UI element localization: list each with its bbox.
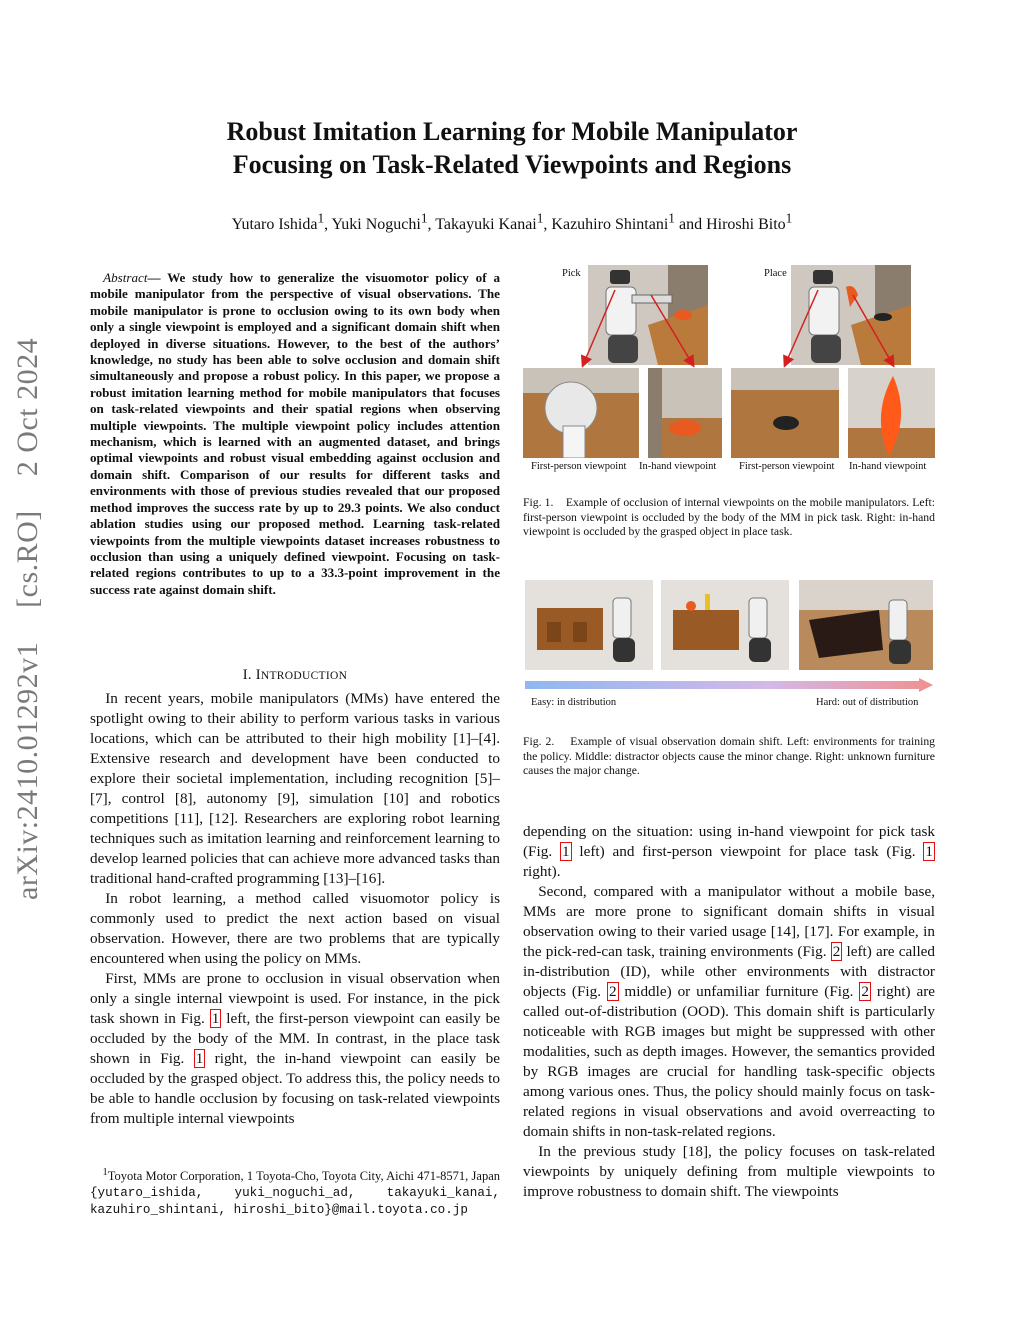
hard-label: Hard: out of distribution <box>816 697 919 708</box>
intro-paragraph-2: In robot learning, a method called visuomotor policy is commonly used to predict the next action based on visual observation. However, there are two problems that are typically encountered when using the policy on MMs. <box>90 890 500 967</box>
unknown-furniture-scene <box>799 580 933 670</box>
difficulty-gradient-arrow <box>523 678 935 692</box>
right-paragraph-3: In the previous study [18], the policy focuses on task-related viewpoints by uniquely defining from multiple viewpoints to improve robustness to domain shift. The viewpoints <box>523 1143 935 1200</box>
figure-1 <box>523 265 935 480</box>
pick-in-hand-view <box>648 368 722 458</box>
author: Takayuki Kanai$^1$, <box>435 211 552 234</box>
author: Yuki Noguchi$^1$, <box>331 211 436 234</box>
figure-1-caption: Fig. 1. Example of occlusion of internal viewpoints on the mobile manipulators. Left: first-person viewpoint is occluded by the body of the MM in pick task. Right: in-hand viewpoint is occluded by the grasped object in place task. <box>523 496 936 539</box>
figure-1-link[interactable]: 1 <box>561 843 570 860</box>
in-hand-label: In-hand viewpoint <box>849 461 927 472</box>
in-distribution-scene <box>525 580 653 670</box>
place-first-person-view <box>731 368 839 458</box>
section-heading-introduction: I. INTRODUCTION <box>242 667 348 683</box>
figure-2-link[interactable]: 2 <box>832 943 841 960</box>
place-label: Place <box>764 268 787 279</box>
pick-first-person-view <box>523 368 639 458</box>
arxiv-identifier: arXiv:2410.01292v1 <box>11 641 44 900</box>
figure-1-link[interactable]: 1 <box>195 1050 204 1067</box>
figure-1-link[interactable]: 1 <box>211 1010 220 1027</box>
figure-2 <box>523 578 935 708</box>
in-hand-label: In-hand viewpoint <box>639 461 717 472</box>
introduction-body <box>90 689 500 1129</box>
intro-paragraph-3: First, MMs are prone to occlusion in visual observation when only a single internal viewpoint is used. For instance, in the pick task shown in Fig. 1 left, the first-person viewpoint can easily be occluded by the body of the MM. In contrast, in the place task shown in Fig. 1 right, the in-hand viewpoint can easily be occluded by the grasped object. To address this, the policy needs to be able to handle occlusion by focusing on task-related viewpoints from multiple internal viewpoints <box>90 970 500 1127</box>
easy-label: Easy: in distribution <box>531 697 617 708</box>
pick-label: Pick <box>562 268 581 279</box>
right-column-body <box>523 822 935 1202</box>
abstract: Abstract— We study how to generalize the visuomotor policy of a mobile manipulator from the perspective of visual observations. The mobile manipulator is prone to occlusion owing to its own body when only a single viewpoint is employed and a significant domain shift when deployed in diverse situations. However, to the best of the authors’ knowledge, no study has been able to solve occlusion and domain shift simultaneously and propose a robust policy. In this paper, we propose a robust imitation learning method for mobile manipulators that focuses on task-related viewpoints and their spatial regions when observing multiple viewpoints. The multiple viewpoint policy includes attention mechanism, which is learned with an augmented dataset, and brings optimal viewpoints and robust visual embedding against occlusion and domain shift. Comparison of our results for different tasks and environments with those of previous studies revealed that our proposed method improves the success rate by up to 29.3 points. We also conduct ablation studies using our proposed method. Learning task-related viewpoints from the multiple viewpoints dataset increases robustness to occlusion than using a uniquely defined viewpoint. Focusing on task-related regions contributes to up to a 33.3-point improvement in the success rate against domain shift. <box>90 270 500 597</box>
author: Hiroshi Bito$^1$ <box>706 211 793 234</box>
author: Yutaro Ishida$^1$, <box>231 211 332 234</box>
title-line-1: Robust Imitation Learning for Mobile Manipulator <box>226 117 798 146</box>
place-in-hand-view <box>848 368 935 458</box>
distractor-objects-scene <box>661 580 789 670</box>
first-person-label: First-person viewpoint <box>739 461 835 472</box>
arxiv-date: 2 Oct 2024 <box>11 337 44 477</box>
figure-1-link[interactable]: 1 <box>925 843 933 860</box>
right-paragraph-1: depending on the situation: using in-hand viewpoint for pick task (Fig. 1 left) and first-person viewpoint for place task (Fig. 1 right). <box>523 823 935 880</box>
intro-paragraph-1: In recent years, mobile manipulators (MMs) have entered the spotlight owing to their ability to perform various tasks in various locations, which can be attributed to their high mobility [1]–[4]. Extensive research and development have been conducted to explore their societal implementation, including recognition [5]–[7], control [8], autonomy [9], simulation [10] and robotics competitions [11], [12]. Researchers are exploring robot learning techniques such as imitation learning and reinforcement learning to develop learned policies that can achieve more advanced tasks than traditional hand-crafted programming [13]–[16]. <box>90 690 500 887</box>
author: Kazuhiro Shintani$^1$ and <box>551 211 707 234</box>
affiliation-footnote: $^1$Toyota Motor Corporation, 1 Toyota-Cho, Toyota City, Aichi 471-8571, Japan {yutaro_ishida, yuki_noguchi_ad, takayuki_kanai, kazuhiro_shintani, hiroshi_bito}@mail.toyota.co.jp <box>90 1167 500 1218</box>
arxiv-category: [cs.RO] <box>11 510 44 608</box>
occlusion-arrows <box>523 265 935 375</box>
arxiv-side-stamp <box>6 337 50 900</box>
author-emails: {yutaro_ishida, yuki_noguchi_ad, takayuki_kanai, kazuhiro_shintani, hiroshi_bito}@mail.toyota.co.jp <box>90 1186 500 1218</box>
author-list <box>80 211 944 234</box>
title-line-2: Focusing on Task-Related Viewpoints and Regions <box>232 150 792 179</box>
abstract-text: We study how to generalize the visuomotor policy of a mobile manipulator from the perspective of visual observations. The mobile manipulator is prone to occlusion owing to its own body when only a single viewpoint is employed and a significant domain shift when deployed in diverse situations. However, to the best of the authors’ knowledge, no study has been able to solve occlusion and domain shift simultaneously and propose a robust policy. In this paper, we propose a robust imitation learning method for mobile manipulators that focuses on task-related viewpoints and their spatial regions when observing multiple viewpoints. The multiple viewpoint policy includes attention mechanism, which is learned with an augmented dataset, and brings optimal viewpoints and robust visual embedding against occlusion and domain shift. Comparison of our results for different tasks and environments with those of previous studies revealed that our proposed method improves the success rate by up to 29.3 points. We also conduct ablation studies using our proposed method. Learning task-related viewpoints from the multiple viewpoints dataset increases robustness to occlusion than using a uniquely defined viewpoint. Focusing on task-related regions contributes to up to a 33.3-point improvement in the success rate against domain shift. <box>90 270 500 597</box>
first-person-label: First-person viewpoint <box>531 461 627 472</box>
figure-2-caption: Fig. 2. Example of visual observation domain shift. Left: environments for training the policy. Middle: distractor objects cause the minor change. Right: unknown furniture causes the major change. <box>523 735 936 778</box>
figure-2-link[interactable]: 2 <box>608 983 617 1000</box>
abstract-label: Abstract <box>103 270 148 285</box>
right-paragraph-2: Second, compared with a manipulator without a mobile base, MMs are more prone to significant domain shifts in visual observation owing to their varied usage [14], [17]. For example, in the pick-red-can task, training environments (Fig. 2 left) are called in-distribution (ID), while other environments with distractor objects (Fig. 2 middle) or unfamiliar furniture (Fig. 2 right) are called out-of-distribution (OOD). This domain shift is particularly noticeable with RGB images but might be suppressed with other modalities, such as depth images. However, the semantics provided by RGB images are crucial for handling task-specific objects among various ones. Thus, the policy should mainly focus on task-related regions in visual observations and avoid overreacting to domain shifts in non-task-related regions. <box>523 883 935 1140</box>
paper-title <box>80 115 944 181</box>
figure-2-link[interactable]: 2 <box>861 983 869 1000</box>
